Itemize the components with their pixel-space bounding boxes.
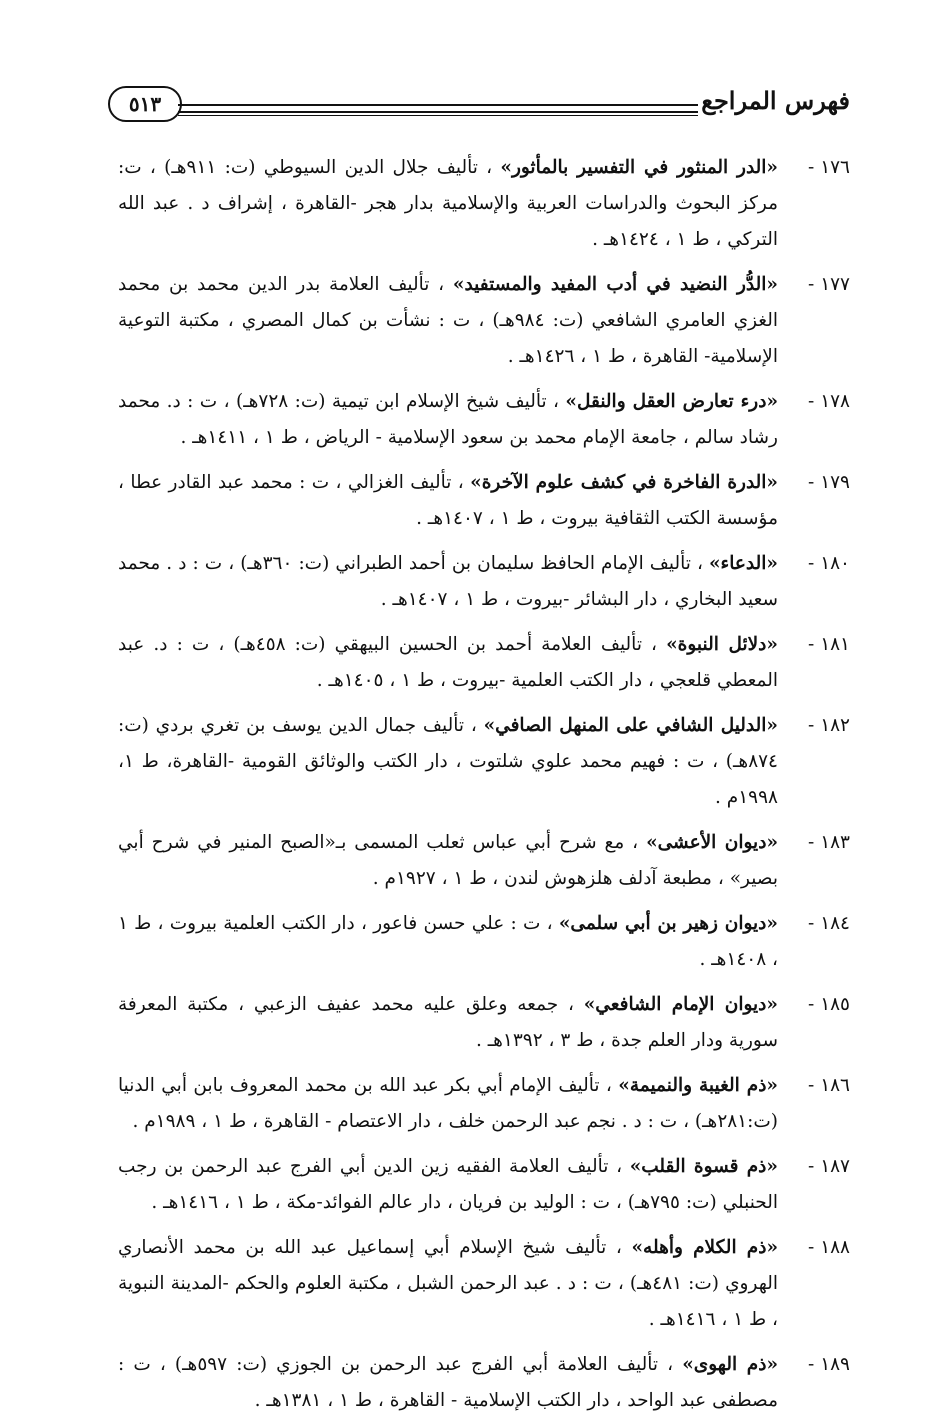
entry-number: ١٧٩ - [808, 472, 850, 493]
entry-text: ، تأليف الإمام الحافظ سليمان بن أحمد الطبراني (ت: ٣٦٠هـ) ، ت : د . محمد سعيد البخاري ، دار البشائر -بيروت ، ط ١ ، ١٤٠٧هـ . [118, 553, 778, 610]
entry-number: ١٧٨ - [808, 391, 850, 412]
reference-entry [118, 150, 850, 258]
entry-number: ١٨٩ - [808, 1354, 850, 1375]
entry-number: ١٨٥ - [808, 994, 850, 1015]
reference-entry [118, 267, 850, 375]
reference-entry [118, 384, 850, 456]
entry-title: «ذم الكلام وأهله» [631, 1237, 779, 1258]
entry-text: ، تأليف العلامة أبي الفرج عبد الرحمن بن الجوزي (ت: ٥٩٧هـ) ، ت : مصطفى عبد الواحد ، دار الكتب الإسلامية - القاهرة ، ط ١ ، ١٣٨١هـ . [118, 1354, 778, 1411]
entry-number: ١٨٢ - [808, 715, 850, 736]
entry-title: «الدر المنثور في التفسير بالمأثور» [500, 157, 778, 178]
entry-text: ، تأليف العلامة الفقيه زين الدين أبي الفرج عبد الرحمن بن رجب الحنبلي (ت: ٧٩٥هـ) ، ت : الوليد بن فريان ، دار عالم الفوائد-مكة ، ط ١ ، ١٤١٦هـ . [118, 1156, 778, 1213]
entry-title: «دلائل النبوة» [666, 634, 778, 655]
reference-entry [118, 825, 850, 897]
entry-title: «الدعاء» [708, 553, 778, 574]
entry-title: «الدرة الفاخرة في كشف علوم الآخرة» [470, 472, 778, 493]
header-rule-thin [178, 115, 698, 116]
entry-text: ، تأليف الإمام أبي بكر عبد الله بن محمد المعروف بابن أبي الدنيا (ت:٢٨١هـ) ، ت : د . نجم عبد الرحمن خلف ، دار الاعتصام - القاهرة ، ط ١ ، ١٩٨٩م . [118, 1075, 778, 1132]
entry-title: «الدليل الشافي على المنهل الصافي» [483, 715, 778, 736]
entry-title: «ذم الغيبة والنميمة» [618, 1075, 778, 1096]
entry-title: «ديوان زهير بن أبي سلمى» [558, 913, 778, 934]
entry-text: ، تأليف شيخ الإسلام أبي إسماعيل عبد الله بن محمد الأنصاري الهروي (ت: ٤٨١هـ) ، ت : د . عبد الرحمن الشبل ، مكتبة العلوم والحكم -المدينة النبوية ، ط ١ ، ١٤١٦هـ . [118, 1237, 778, 1330]
reference-entry [118, 708, 850, 816]
entry-text: ، مع شرح أبي عباس ثعلب المسمى بـ«الصبح المنير في شرح أبي بصير» ، مطبعة آدلف هلزهوش لندن ، ط ١ ، ١٩٢٧م . [118, 832, 778, 889]
reference-entry [118, 987, 850, 1059]
entry-number: ١٧٧ - [808, 274, 850, 295]
entry-text: ، تأليف جلال الدين السيوطي (ت: ٩١١هـ) ، ت: مركز البحوث والدراسات العربية والإسلامية بدار هجر -القاهرة ، إشراف د . عبد الله التركي ، ط ١ ، ١٤٢٤هـ . [118, 157, 778, 250]
entry-text: ، جمعه وعلق عليه محمد عفيف الزعبي ، مكتبة المعرفة سورية ودار العلم جدة ، ط ٣ ، ١٣٩٢هـ . [118, 994, 778, 1051]
header-rule [178, 104, 698, 113]
references-list [118, 150, 850, 1428]
reference-entry [118, 906, 850, 978]
reference-entry [118, 1347, 850, 1419]
entry-text: ، تأليف شيخ الإسلام ابن تيمية (ت: ٧٢٨هـ) ، ت : د. محمد رشاد سالم ، جامعة الإمام محمد بن سعود الإسلامية - الرياض ، ط ١ ، ١٤١١هـ . [118, 391, 778, 448]
entry-title: «ديوان الإمام الشافعي» [583, 994, 778, 1015]
entry-title: «درء تعارض العقل والنقل» [565, 391, 779, 412]
entry-number: ١٨١ - [808, 634, 850, 655]
entry-number: ١٧٦ - [808, 157, 850, 178]
reference-entry [118, 546, 850, 618]
entry-title: «الدُّر النضيد في أدب المفيد والمستفيد» [452, 274, 778, 295]
page-title: فهرس المراجع [701, 86, 850, 115]
entry-title: «ذم الهوى» [682, 1354, 779, 1375]
entry-number: ١٨٣ - [808, 832, 850, 853]
entry-number: ١٨٦ - [808, 1075, 850, 1096]
entry-text: ، تأليف العلامة أحمد بن الحسين البيهقي (ت: ٤٥٨هـ) ، ت : د. عبد المعطي قلعجي ، دار الكتب العلمية -بيروت ، ط ١ ، ١٤٠٥هـ . [118, 634, 778, 691]
entry-number: ١٨٠ - [808, 553, 850, 574]
reference-entry [118, 465, 850, 537]
entry-text: ، ت : علي حسن فاعور ، دار الكتب العلمية بيروت ، ط ١ ، ١٤٠٨هـ . [118, 913, 778, 970]
entry-title: «ديوان الأعشى» [646, 832, 779, 853]
reference-entry [118, 1068, 850, 1140]
entry-number: ١٨٧ - [808, 1156, 850, 1177]
entry-number: ١٨٤ - [808, 913, 850, 934]
entry-title: «ذم قسوة القلب» [629, 1156, 778, 1177]
page-number: ٥١٣ [108, 86, 182, 122]
reference-entry [118, 1149, 850, 1221]
entry-text: ، تأليف العلامة بدر الدين محمد بن محمد الغزي العامري الشافعي (ت: ٩٨٤هـ) ، ت : نشأت بن كمال المصري ، مكتبة التوعية الإسلامية- القاهرة ، ط ١ ، ١٤٢٦هـ . [118, 274, 778, 367]
entry-text: ، تأليف جمال الدين يوسف بن تغري بردي (ت: ٨٧٤هـ) ، ت : فهيم محمد علوي شلتوت ، دار الكتب والوثائق القومية -القاهرة، ط ١، ١٩٩٨م . [118, 715, 778, 808]
entry-text: ، تأليف الغزالي ، ت : محمد عبد القادر عطا ، مؤسسة الكتب الثقافية بيروت ، ط ١ ، ١٤٠٧هـ . [118, 472, 778, 529]
reference-entry [118, 627, 850, 699]
entry-number: ١٨٨ - [808, 1237, 850, 1258]
reference-entry [118, 1230, 850, 1338]
page-header [108, 82, 850, 132]
